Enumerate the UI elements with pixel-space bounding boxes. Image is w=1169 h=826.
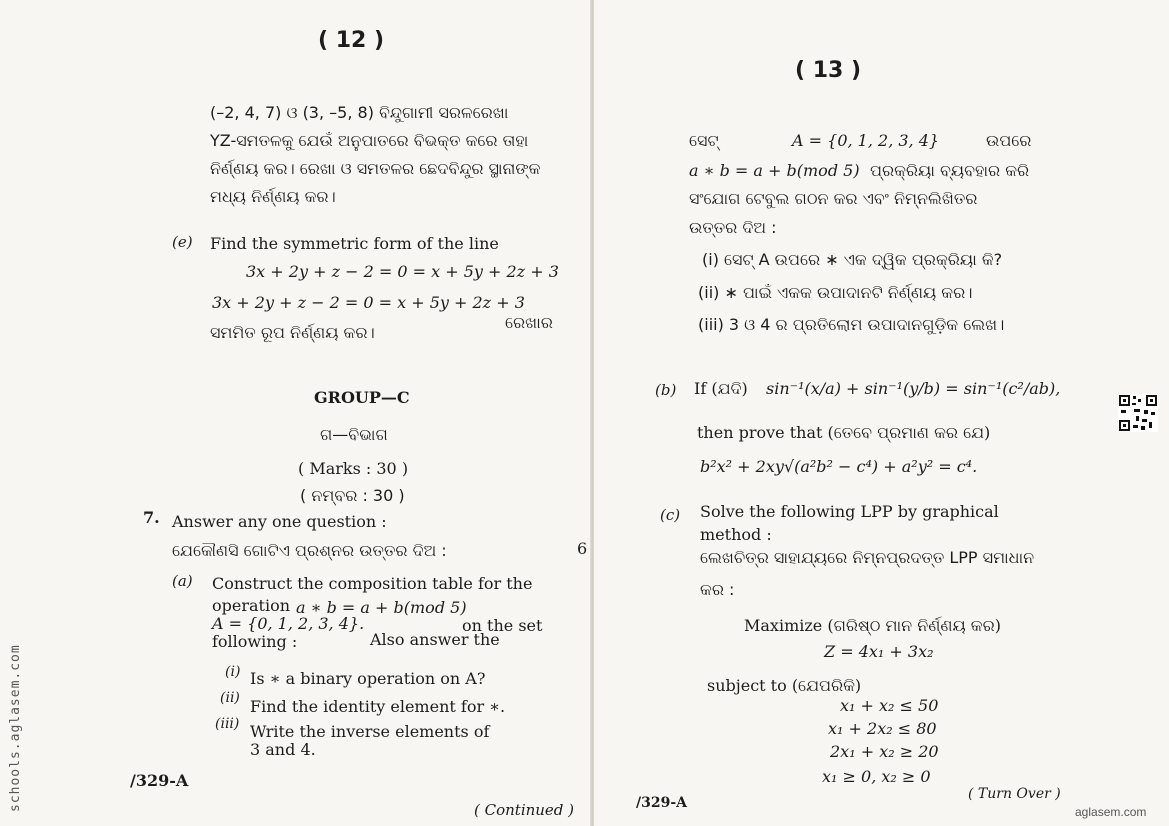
odia-block-line-1-math: A = {0, 1, 2, 3, 4} [792, 131, 940, 150]
question-7a-line-3-post: Also answer the [370, 630, 500, 649]
constraint-2: x₁ + 2x₂ ≤ 80 [828, 719, 937, 738]
group-title-odia: ଗ—ବିଭାଗ [320, 425, 388, 444]
odia-block-line-2-post: ପ୍ରକ୍ରିୟା ବ୍ୟବହାର କରି [870, 161, 1030, 180]
question-7a-line-3-math: A = {0, 1, 2, 3, 4}. [212, 614, 365, 633]
corner-watermark: aglasem.com [1075, 805, 1147, 819]
question-7a-iii-text-2: 3 and 4. [250, 740, 316, 759]
question-7a-line-2-pre: operation [212, 596, 291, 615]
question-7a-label: (a) [172, 572, 193, 590]
question-b-label: (b) [655, 381, 677, 399]
odia-block-line-1-pre: ସେଟ୍ [689, 131, 719, 150]
odia-block-line-4: ଉତ୍ତର ଦିଅ : [689, 218, 777, 237]
question-7-instruction-odia: ଯେକୌଣସି ଗୋଟିଏ ପ୍ରଶ୍ନର ଉତ୍ତର ଦିଅ : [172, 541, 447, 560]
question-e-odia-suffix: ରେଖାର [505, 313, 553, 332]
question-c-subject-to: subject to (ଯେପରିକି) [707, 676, 862, 695]
paper-code-left: /329-A [130, 771, 189, 790]
intro-odia-line-4: ମଧ୍ୟ ନିର୍ଣ୍ଣୟ କର। [210, 187, 336, 206]
question-7a-line-2-math: a ∗ b = a + b(mod 5) [296, 598, 467, 617]
group-marks: ( Marks : 30 ) [298, 459, 409, 478]
question-c-odia-2: କର : [700, 580, 735, 599]
group-marks-odia: ( ନମ୍ବର : 30 ) [300, 486, 405, 505]
question-e-odia-line-2: ସମମିତ ରୂପ ନିର୍ଣ୍ଣୟ କର। [210, 323, 375, 342]
question-e-label: (e) [172, 233, 193, 251]
group-title: GROUP—C [314, 388, 410, 407]
question-7-marks: 6 [577, 539, 588, 558]
question-7a-ii-text: Find the identity element for ∗. [250, 697, 506, 716]
question-7a-iii-label: (iii) [215, 716, 240, 732]
odia-block-line-1-post: ଉପରେ [986, 131, 1032, 150]
continued-text: ( Continued ) [474, 801, 575, 819]
odia-block-item-ii: (ii) ∗ ପାଇଁ ଏକକ ଉପାଦାନଟି ନିର୍ଣ୍ଣୟ କର। [698, 283, 973, 302]
question-7a-i-label: (i) [225, 664, 241, 680]
question-7a-line-2-post: on the set [462, 616, 543, 635]
odia-block-line-2-math: a ∗ b = a + b(mod 5) [689, 161, 860, 180]
question-7a-line-4: following : [212, 632, 298, 651]
question-c-label: (c) [660, 506, 681, 524]
right-page [594, 0, 1169, 826]
odia-block-item-iii: (iii) 3 ଓ 4 ର ପ୍ରତିଲୋମ ଉପାଦାନଗୁଡ଼ିକ ଲେଖ। [698, 315, 1005, 334]
odia-block-line-3: ସଂଯୋଗ ଟେବୁଲ ଗଠନ କର ଏବଂ ନିମ୍ନଲିଖିତର [689, 189, 978, 208]
turn-over-text: ( Turn Over ) [968, 786, 1061, 802]
intro-odia-line-1: (–2, 4, 7) ଓ (3, –5, 8) ବିନ୍ଦୁଗାମୀ ସରଳରେଖା [210, 103, 509, 122]
question-b-result: b²x² + 2xy√(a²b² − c⁴) + a²y² = c⁴. [700, 457, 978, 476]
question-c-odia-1: ଲେଖଚିତ୍ର ସାହାଯ୍ୟରେ ନିମ୍ନପ୍ରଦତ୍ତ LPP ସମାଧାନ [700, 548, 1035, 567]
page-number-right: ( 13 ) [795, 58, 862, 83]
question-7-number: 7. [143, 508, 160, 527]
question-c-objective: Z = 4x₁ + 3x₂ [824, 642, 934, 661]
question-7a-ii-label: (ii) [220, 690, 240, 706]
question-b-then: then prove that (ତେବେ ପ୍ରମାଣ କର ଯେ) [697, 423, 991, 442]
question-7a-i-text: Is ∗ a binary operation on A? [250, 669, 486, 688]
constraint-1: x₁ + x₂ ≤ 50 [840, 696, 939, 715]
question-c-maximize: Maximize (ଗରିଷ୍ଠ ମାନ ନିର୍ଣ୍ଣୟ କର) [744, 616, 1001, 635]
question-e-equation-odia-line: 3x + 2y + z − 2 = 0 = x + 5y + 2z + 3 [212, 293, 525, 312]
page-number-left: ( 12 ) [318, 28, 385, 53]
constraint-4: x₁ ≥ 0, x₂ ≥ 0 [822, 767, 931, 786]
intro-odia-line-2: YZ-ସମତଳକୁ ଯେଉଁ ଅନୁପାତରେ ବିଭକ୍ତ କରେ ତାହା [210, 131, 529, 150]
constraint-3: 2x₁ + x₂ ≥ 20 [830, 742, 939, 761]
question-c-line-1: Solve the following LPP by graphical [700, 502, 999, 521]
question-b-if: If (ଯଦି) [694, 379, 748, 398]
paper-code-right: /329-A [636, 795, 688, 811]
side-watermark: schools.aglasem.com [8, 644, 23, 812]
question-7a-iii-text: Write the inverse elements of [250, 722, 490, 741]
question-b-equation: sin⁻¹(x/a) + sin⁻¹(y/b) = sin⁻¹(c²/ab), [766, 379, 1061, 398]
question-e-text: Find the symmetric form of the line [210, 234, 499, 253]
question-7-instruction: Answer any one question : [172, 512, 387, 531]
odia-block-item-i: (i) ସେଟ୍ A ଉପରେ ∗ ଏକ ଦ୍ୱିକ ପ୍ରକ୍ରିୟା କି? [702, 250, 1003, 269]
question-7a-line-1: Construct the composition table for the [212, 574, 533, 593]
question-c-line-2: method : [700, 525, 772, 544]
question-e-equation: 3x + 2y + z − 2 = 0 = x + 5y + 2z + 3 [246, 262, 559, 281]
intro-odia-line-3: ନିର୍ଣ୍ଣୟ କର। ରେଖା ଓ ସମତଳର ଛେଦବିନ୍ଦୁର ସ୍ଥାନାଙ୍କ [210, 159, 541, 178]
qr-code-icon [1118, 394, 1158, 432]
